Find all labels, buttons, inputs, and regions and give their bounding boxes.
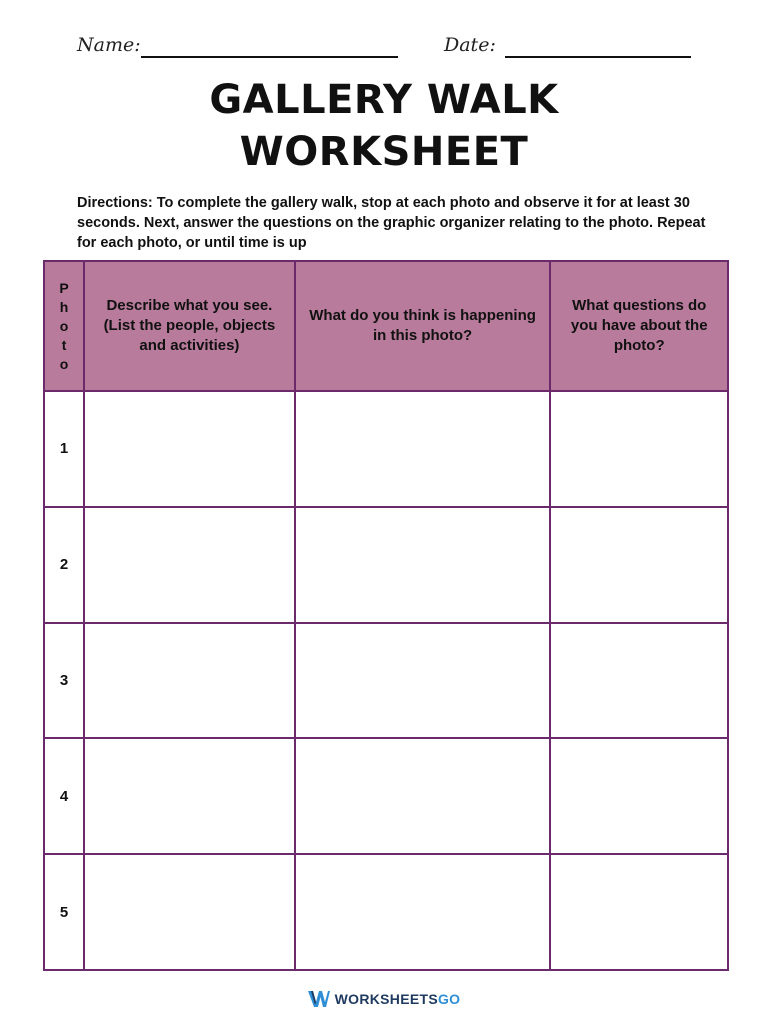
row-number: 2 [44, 507, 84, 623]
table-header-row [44, 261, 728, 391]
name-line[interactable] [141, 56, 398, 58]
photo-letter: h [59, 298, 69, 315]
row-number: 3 [44, 623, 84, 739]
table-row [44, 623, 728, 739]
happening-cell[interactable] [295, 391, 551, 507]
questions-cell[interactable] [550, 507, 728, 623]
photo-letter: P [59, 279, 69, 296]
row-number: 1 [44, 391, 84, 507]
directions-text: Directions: To complete the gallery walk, stop at each photo and observe it for at least 30 seconds. Next, answer the questions on the graphic organizer relating to the photo. Repeat for each photo, or until time is up [77, 195, 706, 251]
table-row [44, 738, 728, 854]
worksheetsgo-logo-icon [308, 991, 330, 1007]
footer-logo [0, 991, 768, 1010]
table-row [44, 854, 728, 970]
happening-column-header [295, 261, 551, 391]
row-number: 5 [44, 854, 84, 970]
photo-letter: t [61, 336, 67, 353]
questions-cell[interactable] [550, 854, 728, 970]
name-label: Name: [77, 34, 141, 56]
questions-cell[interactable] [550, 391, 728, 507]
questions-column-header [550, 261, 728, 391]
questions-header-text: What questions do you have about the photo? [570, 297, 708, 354]
title-line-1: GALLERY WALK [209, 77, 559, 123]
brand-logo [308, 991, 461, 1007]
graphic-organizer-table [43, 260, 729, 971]
describe-cell[interactable] [84, 623, 295, 739]
title-line-2: WORKSHEET [239, 129, 529, 175]
happening-cell[interactable] [295, 738, 551, 854]
brand-name-part-1: WORKSHEETS [334, 991, 438, 1007]
describe-column-header [84, 261, 295, 391]
describe-cell[interactable] [84, 391, 295, 507]
happening-cell[interactable] [295, 623, 551, 739]
happening-cell[interactable] [295, 854, 551, 970]
describe-cell[interactable] [84, 854, 295, 970]
happening-cell[interactable] [295, 507, 551, 623]
table-row [44, 507, 728, 623]
photo-column-header [44, 261, 84, 391]
brand-name-part-2: GO [437, 991, 461, 1007]
describe-header-text: Describe what you see. (List the people, objects and activities) [103, 297, 276, 354]
page-title [0, 74, 768, 178]
photo-letter: o [59, 317, 69, 334]
table-row [44, 391, 728, 507]
date-label: Date: [444, 34, 496, 56]
name-date-row [77, 32, 697, 62]
row-number: 4 [44, 738, 84, 854]
questions-cell[interactable] [550, 623, 728, 739]
describe-cell[interactable] [84, 738, 295, 854]
questions-cell[interactable] [550, 738, 728, 854]
describe-cell[interactable] [84, 507, 295, 623]
happening-header-text: What do you think is happening in this photo? [309, 307, 536, 344]
photo-letter: o [59, 355, 69, 372]
date-line[interactable] [505, 56, 691, 58]
